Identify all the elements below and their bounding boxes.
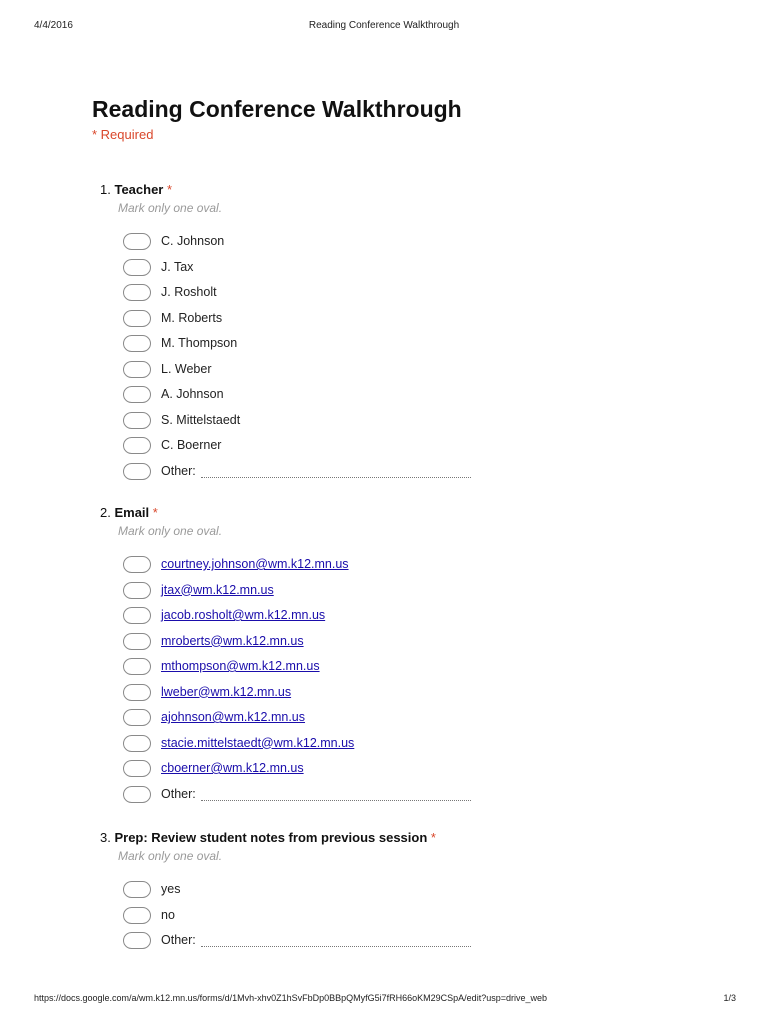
email-link[interactable]: mthompson@wm.k12.mn.us — [161, 659, 320, 673]
question-number: 2. — [100, 505, 111, 520]
option-label: Other: — [161, 463, 196, 478]
required-star: * — [152, 505, 158, 520]
option-email[interactable] — [100, 655, 700, 681]
option-s-mittelstaedt[interactable] — [100, 409, 700, 435]
option-j-rosholt[interactable] — [100, 281, 700, 307]
email-link[interactable]: cboerner@wm.k12.mn.us — [161, 761, 304, 775]
radio-oval[interactable] — [123, 582, 151, 599]
question-hint: Mark only one oval. — [118, 524, 223, 538]
option-c-boerner[interactable] — [100, 434, 700, 460]
option-label: S. Mittelstaedt — [161, 412, 241, 427]
radio-oval[interactable] — [123, 907, 151, 924]
radio-oval[interactable] — [123, 932, 151, 949]
question-number: 3. — [100, 830, 111, 845]
option-m-thompson[interactable] — [100, 332, 700, 358]
option-j-tax[interactable] — [100, 256, 700, 282]
option-other[interactable] — [100, 460, 700, 486]
option-label: M. Roberts — [161, 310, 223, 325]
question-hint: Mark only one oval. — [118, 201, 223, 215]
radio-oval[interactable] — [123, 310, 151, 327]
option-label: C. Boerner — [161, 438, 222, 452]
option-l-weber[interactable] — [100, 358, 700, 384]
radio-oval[interactable] — [123, 556, 151, 573]
question-header — [100, 182, 700, 198]
option-email[interactable] — [100, 553, 700, 579]
radio-oval[interactable] — [123, 233, 151, 250]
page-number: 1/3 — [723, 993, 736, 1003]
radio-oval[interactable] — [123, 386, 151, 403]
question-teacher — [100, 182, 700, 485]
option-email[interactable] — [100, 732, 700, 758]
option-c-johnson[interactable] — [100, 230, 700, 256]
radio-oval[interactable] — [123, 463, 151, 480]
question-prep — [100, 830, 700, 955]
option-a-johnson[interactable] — [100, 383, 700, 409]
email-link[interactable]: courtney.johnson@wm.k12.mn.us — [161, 557, 349, 571]
radio-oval[interactable] — [123, 881, 151, 898]
radio-oval[interactable] — [123, 284, 151, 301]
radio-oval[interactable] — [123, 335, 151, 352]
option-label: A. Johnson — [161, 387, 224, 401]
required-star: * — [167, 182, 173, 197]
option-label: no — [161, 907, 175, 922]
option-list — [100, 878, 700, 955]
question-hint: Mark only one oval. — [118, 849, 223, 863]
option-label: J. Rosholt — [161, 285, 217, 299]
option-label: Other: — [161, 933, 196, 947]
question-label: Email — [114, 505, 150, 520]
print-header — [0, 20, 768, 32]
radio-oval[interactable] — [123, 633, 151, 650]
form-title: Reading Conference Walkthrough — [92, 96, 462, 122]
email-link[interactable]: jacob.rosholt@wm.k12.mn.us — [161, 608, 326, 622]
question-label: Prep: Review student notes from previous session — [114, 830, 428, 845]
other-text-field[interactable] — [201, 945, 471, 947]
other-text-field[interactable] — [201, 799, 471, 801]
option-other[interactable] — [100, 783, 700, 809]
radio-oval[interactable] — [123, 361, 151, 378]
option-label: Other: — [161, 786, 196, 801]
required-star: * — [430, 830, 436, 845]
required-note: * Required — [92, 127, 154, 142]
option-label: L. Weber — [161, 361, 212, 376]
option-email[interactable] — [100, 681, 700, 707]
radio-oval[interactable] — [123, 437, 151, 454]
print-date: 4/4/2016 — [34, 20, 73, 31]
email-link[interactable]: jtax@wm.k12.mn.us — [161, 582, 274, 597]
email-link[interactable]: mroberts@wm.k12.mn.us — [161, 633, 304, 648]
radio-oval[interactable] — [123, 658, 151, 675]
question-header — [100, 505, 700, 521]
other-text-field[interactable] — [201, 476, 471, 478]
question-label: Teacher — [114, 182, 164, 197]
question-email — [100, 505, 700, 808]
radio-oval[interactable] — [123, 607, 151, 624]
radio-oval[interactable] — [123, 760, 151, 777]
option-yes[interactable] — [100, 878, 700, 904]
radio-oval[interactable] — [123, 735, 151, 752]
option-m-roberts[interactable] — [100, 307, 700, 333]
print-title: Reading Conference Walkthrough — [308, 20, 460, 31]
option-email[interactable] — [100, 604, 700, 630]
radio-oval[interactable] — [123, 709, 151, 726]
option-list — [100, 553, 700, 808]
email-link[interactable]: ajohnson@wm.k12.mn.us — [161, 710, 306, 724]
question-number: 1. — [100, 182, 111, 197]
option-email[interactable] — [100, 706, 700, 732]
option-label: C. Johnson — [161, 234, 225, 248]
option-list — [100, 230, 700, 485]
option-email[interactable] — [100, 630, 700, 656]
radio-oval[interactable] — [123, 684, 151, 701]
option-email[interactable] — [100, 579, 700, 605]
option-other[interactable] — [100, 929, 700, 955]
question-header — [100, 830, 700, 846]
radio-oval[interactable] — [123, 259, 151, 276]
option-email[interactable] — [100, 757, 700, 783]
email-link[interactable]: stacie.mittelstaedt@wm.k12.mn.us — [161, 735, 355, 750]
radio-oval[interactable] — [123, 412, 151, 429]
print-url: https://docs.google.com/a/wm.k12.mn.us/forms/d/1Mvh-xhv0Z1hSvFbDp0BBpQMyfG5i7fRH66oKM29CSpA/edit?usp=drive_web — [34, 993, 547, 1003]
option-no[interactable] — [100, 904, 700, 930]
radio-oval[interactable] — [123, 786, 151, 803]
option-label: M. Thompson — [161, 336, 238, 350]
option-label: yes — [161, 882, 181, 896]
option-label: J. Tax — [161, 259, 194, 274]
email-link[interactable]: lweber@wm.k12.mn.us — [161, 684, 292, 699]
